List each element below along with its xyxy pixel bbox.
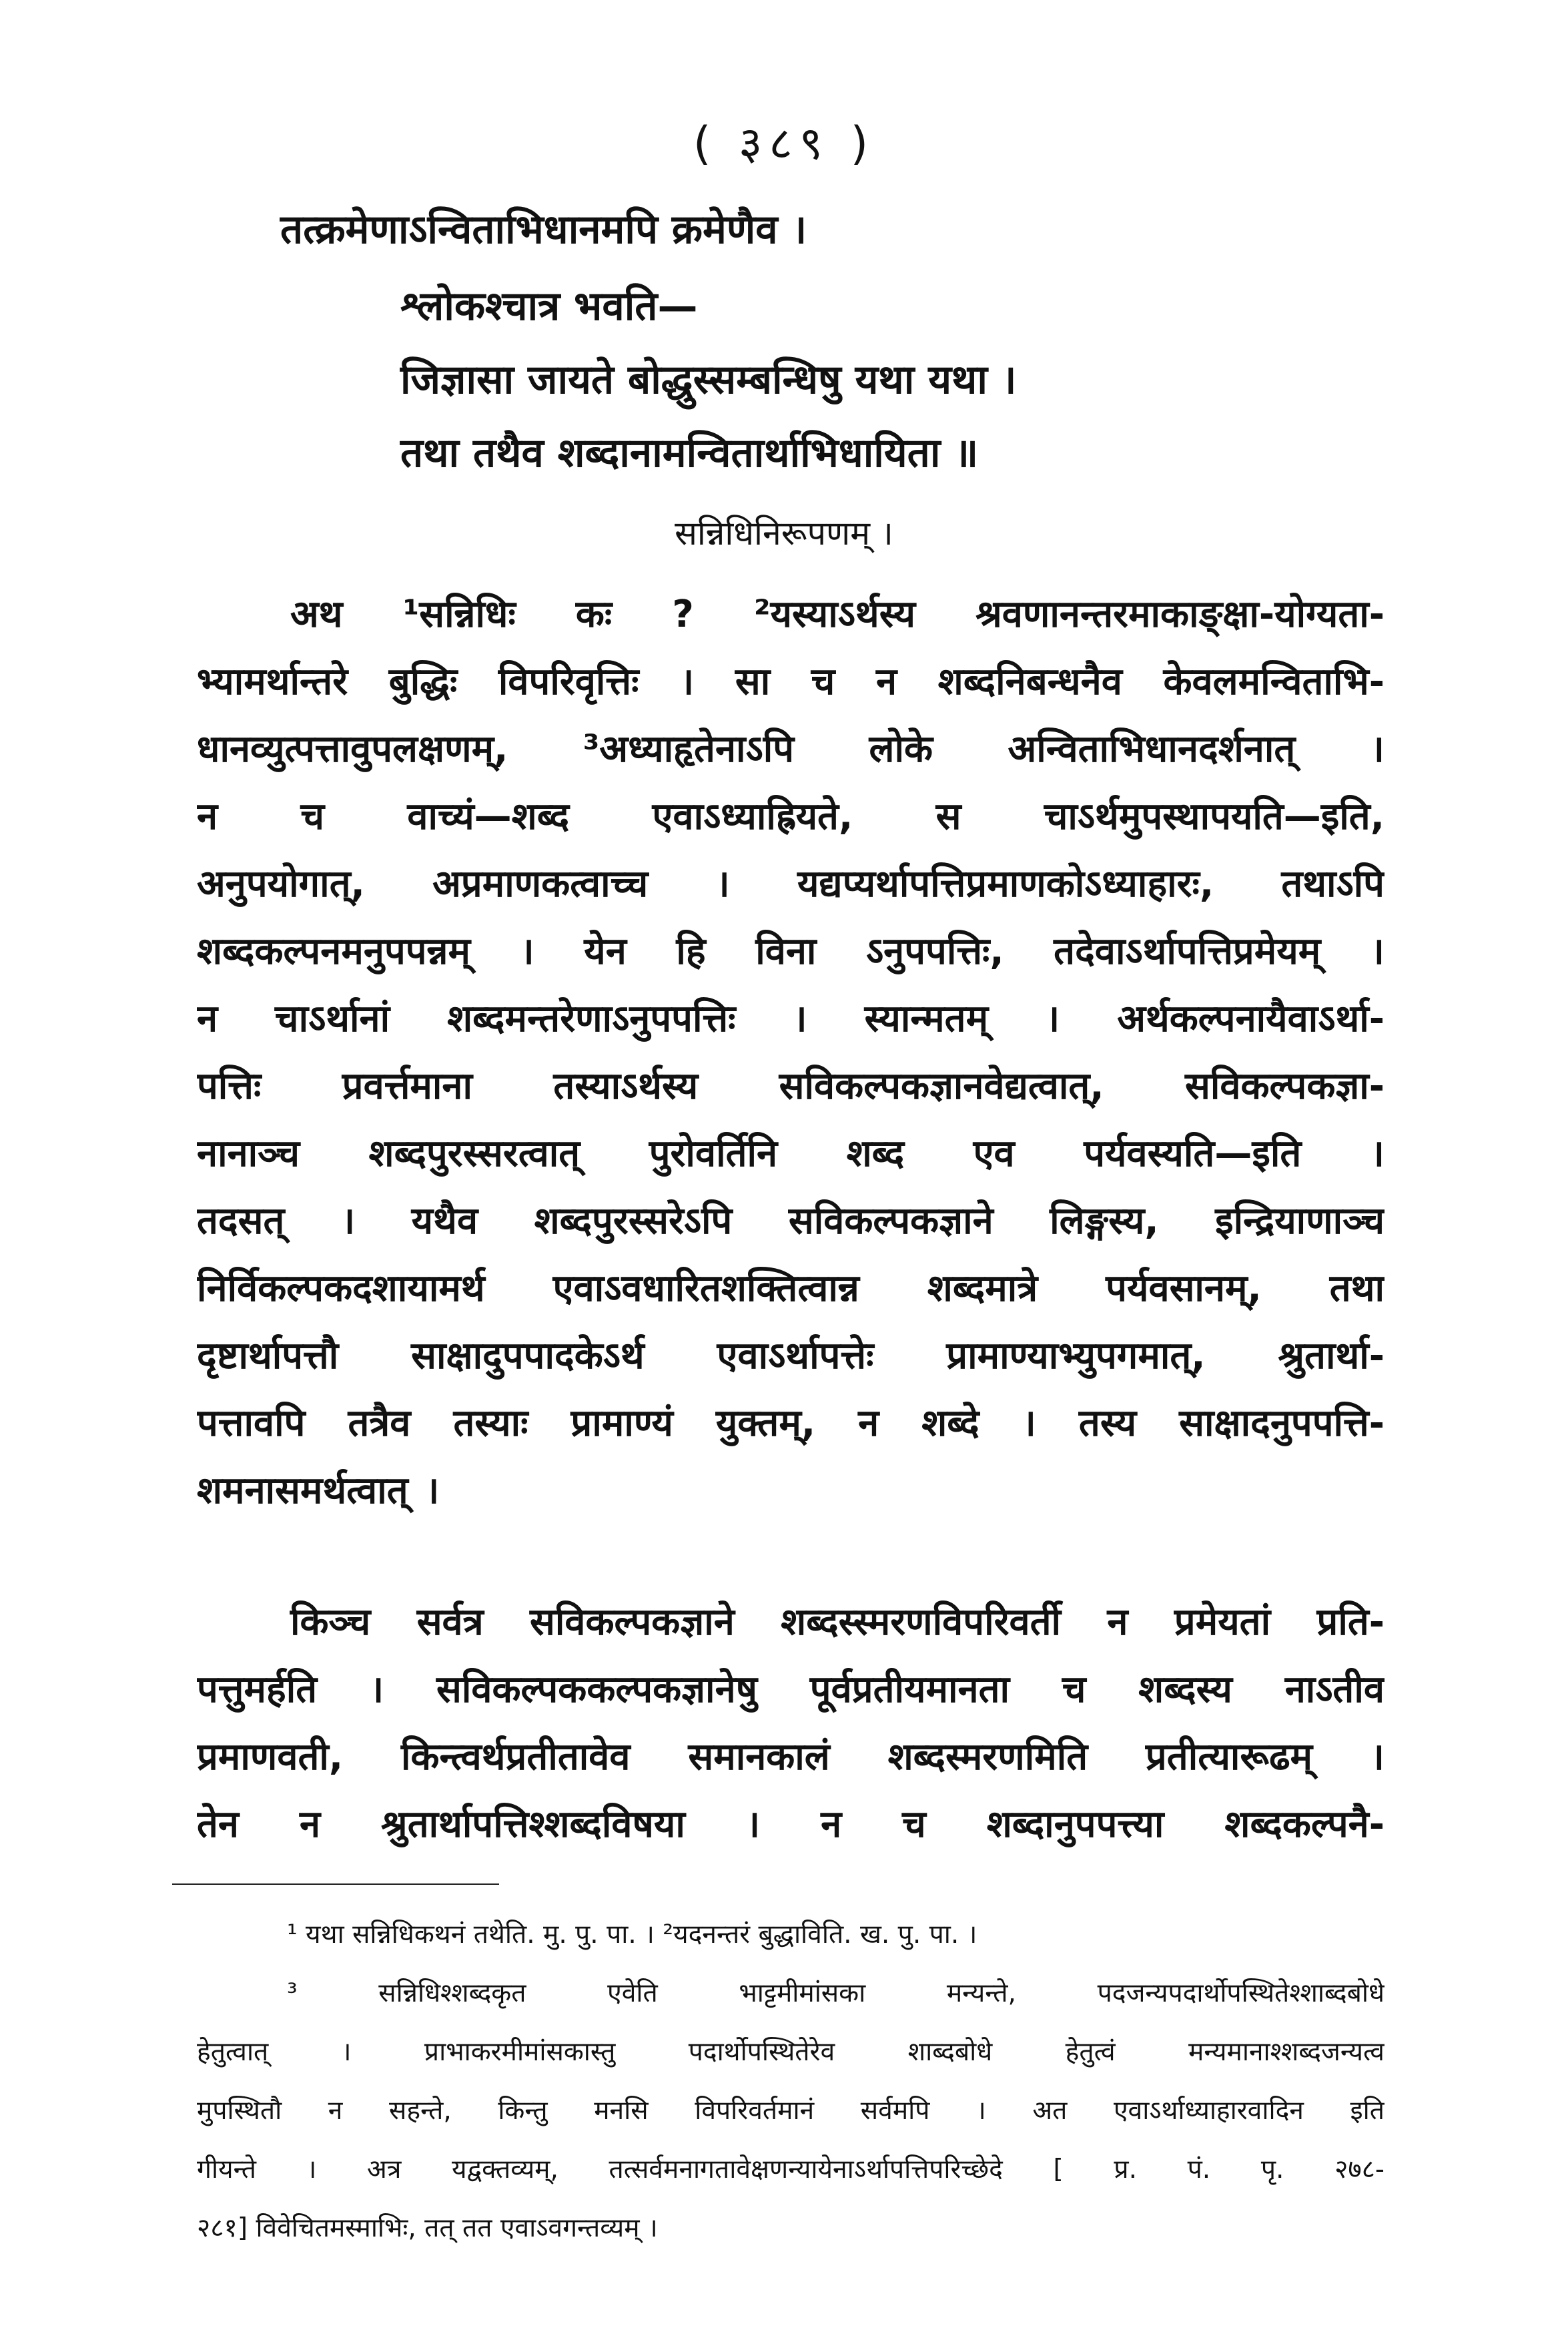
paragraph-line: भ्यामर्थान्तरे बुद्धिः विपरिवृत्तिः । सा च न शब्दनिबन्धनैव केवलमन्विताभि- [197, 660, 1385, 703]
footnote-line: गीयन्ते । अत्र यद्वक्तव्यम्, तत्सर्वमनागतावेक्षणन्यायेनाऽर्थापत्तिपरिच्छेदे [ प्र. पं. पृ. २७८- [197, 2154, 1385, 2184]
paragraph-line: नानाञ्च शब्दपुरस्सरत्वात् पुरोवर्तिनि शब्द एव पर्यवस्यति—इति । [197, 1132, 1385, 1175]
paragraph-line: निर्विकल्पकदशायामर्थ एवाऽवधारितशक्तित्वान्न शब्दमात्रे पर्यवसानम्, तथा [197, 1267, 1385, 1310]
verse-line: जिज्ञासा जायते बोद्धुस्सम्बन्धिषु यथा यथा । [400, 356, 1017, 403]
body-paragraph [197, 1588, 1385, 1858]
body-paragraph [197, 581, 1385, 1524]
paragraph-line: पत्तावपि तत्रैव तस्याः प्रामाण्यं युक्तम्, न शब्दे । तस्य साक्षादनुपपत्ति- [197, 1402, 1385, 1445]
paragraph-line: पत्तिः प्रवर्त्तमाना तस्याऽर्थस्य सविकल्पकज्ञानवेद्यत्वात्, सविकल्पकज्ञा- [197, 1065, 1385, 1108]
paragraph-line: अनुपयोगात्, अप्रमाणकत्वाच्च । यद्यप्यर्थापत्तिप्रमाणकोऽध्याहारः, तथाऽपि [197, 862, 1385, 906]
paragraph-line: दृष्टार्थापत्तौ साक्षादुपपादकेऽर्थ एवाऽर्थापत्तेः प्रामाण्याभ्युपगमात्, श्रुतार्था- [197, 1334, 1385, 1378]
paragraph-line: शब्दकल्पनमनुपपन्नम् । येन हि विना ऽनुपपत्तिः, तदेवाऽर्थापत्तिप्रमेयम् । [197, 930, 1385, 973]
paragraph-line: शमनासमर्थत्वात् । [197, 1469, 440, 1512]
footnotes [197, 1906, 1385, 2258]
paragraph-line: किञ्च सर्वत्र सविकल्पकज्ञाने शब्दस्स्मरणविपरिवर्ती न प्रमेयतां प्रति- [290, 1600, 1385, 1644]
footnote-line: मुपस्थितौ न सहन्ते, किन्तु मनसि विपरिवर्तमानं सर्वमपि । अत एवाऽर्थाध्याहारवादिन इति [197, 2096, 1385, 2126]
footnote-line: हेतुत्वात् । प्राभाकरमीमांसकास्तु पदार्थोपस्थितेरेव शाब्दबोधे हेतुत्वं मन्यमानाश्शब्दजन्यत्व [197, 2037, 1385, 2067]
opening-line: तत्क्रमेणाऽन्विताभिधानमपि क्रमेणैव । [280, 206, 807, 253]
footnote-line: ³ सन्निधिश्शब्दकृत एवेति भाट्टमीमांसका मन्यन्ते, पदजन्यपदार्थोपस्थितेश्शाब्दबोधे [287, 1978, 1385, 2008]
page-number: ( ३८९ ) [693, 117, 875, 170]
paragraph-line: प्रमाणवती, किन्त्वर्थप्रतीतावेव समानकालं शब्दस्मरणमिति प्रतीत्यारूढम् । [197, 1735, 1385, 1779]
paragraph-line: तेन न श्रुतार्थापत्तिश्शब्दविषया । न च शब्दानुपपत्त्या शब्दकल्पनै- [197, 1803, 1385, 1846]
paragraph-line: अथ ¹सन्निधिः कः ? ²यस्याऽर्थस्य श्रवणानन्तरमाकाङ्क्षा-योग्यता- [290, 593, 1385, 636]
paragraph-line: धानव्युत्पत्तावुपलक्षणम्, ³अध्याहृतेनाऽपि लोके अन्विताभिधानदर्शनात् । [197, 727, 1385, 771]
paragraph-line: न च वाच्यं—शब्द एवाऽध्याह्रियते, स चाऽर्थमुपस्थापयति—इति, [197, 795, 1385, 838]
paragraph-line: तदसत् । यथैव शब्दपुरस्सरेऽपि सविकल्पकज्ञाने लिङ्गस्य, इन्द्रियाणाञ्च [197, 1199, 1385, 1243]
footnote-divider [172, 1883, 499, 1885]
verse-line: श्लोकश्चात्र भवति— [400, 283, 698, 330]
section-title: सन्निधिनिरूपणम् । [675, 514, 893, 553]
paragraph-line: पत्तुमर्हति । सविकल्पककल्पकज्ञानेषु पूर्वप्रतीयमानता च शब्दस्य नाऽतीव [197, 1668, 1385, 1711]
paragraph-line: न चाऽर्थानां शब्दमन्तरेणाऽनुपपत्तिः । स्यान्मतम् । अर्थकल्पनायैवाऽर्था- [197, 997, 1385, 1041]
footnote-line: ¹ यथा सन्निधिकथनं तथेति. मु. पु. पा. । ²यदनन्तरं बुद्धाविति. ख. पु. पा. । [287, 1920, 977, 1950]
verse-line: तथा तथैव शब्दानामन्वितार्थाभिधायिता ॥ [400, 430, 979, 477]
footnote-line: २८१] विवेचितमस्माभिः, तत् तत एवाऽवगन्तव्यम् । [197, 2213, 658, 2243]
